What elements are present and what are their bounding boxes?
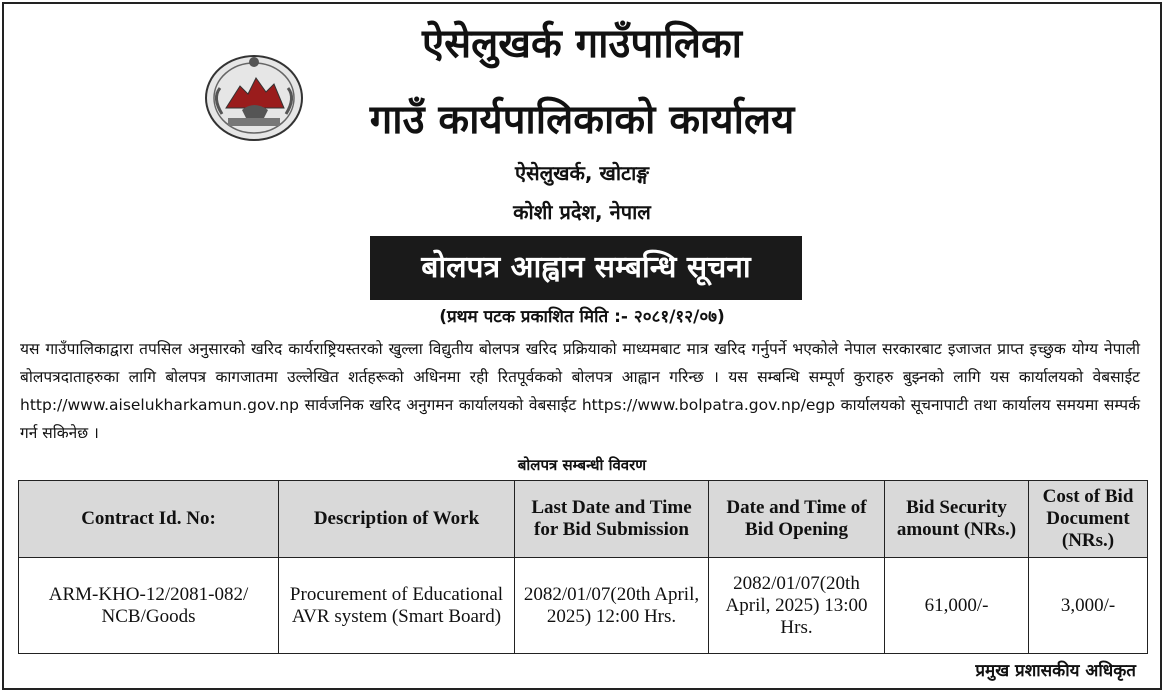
- municipality-title: ऐसेलुखर्क गाउँपालिका: [421, 21, 743, 67]
- cell-description: Procurement of Educational AVR system (Smart Board): [279, 558, 515, 654]
- cell-opening-date: 2082/01/07(20th April, 2025) 13:00 Hrs.: [709, 558, 885, 654]
- notice-page: [2, 2, 1162, 690]
- header-submission-date: Last Date and Time for Bid Submission: [515, 481, 709, 558]
- office-title: गाउँ कार्यपालिकाको कार्यालय: [369, 97, 795, 143]
- header-document-cost: Cost of Bid Document (NRs.): [1029, 481, 1148, 558]
- header-description: Description of Work: [279, 481, 515, 558]
- bid-details-table: [18, 480, 1148, 654]
- publication-date: (प्रथम पटक प्रकाशित मिति :- २०८१/१२/०७): [439, 307, 725, 327]
- header-bid-security: Bid Security amount (NRs.): [885, 481, 1029, 558]
- notice-body-text: यस गाउँपालिकाद्वारा तपसिल अनुसारको खरिद कार्यराष्ट्रियस्तरको खुल्ला विद्युतीय बोलपत्र खरिद प्रक्रियाको माध्यमबाट मात्र खरिद गर्नुपर्ने भएकोले नेपाल सरकारबाट इजाजत प्राप्त इच्छुक योग्य नेपाली बोलपत्रदाताहरुका लागि बोलपत्र कागजातमा उल्लेखित शर्तहरूको अधिनमा रही रितपूर्वकको बोलपत्र आह्वान गरिन्छ । यस सम्बन्धि सम्पूर्ण कुराहरु बुझ्नको लागि यस कार्यालयको वेबसाईट http://www.aiselukharkamun.gov.np सार्वजनिक खरिद अनुगमन कार्यालयको वेबसाईट https://www.bolpatra.gov.np/egp कार्यालयको सूचनापाटी तथा कार्यालय समयमा सम्पर्क गर्न सकिनेछ ।: [20, 340, 1140, 442]
- address-line-1: ऐसेलुखर्क, खोटाङ्ग: [515, 161, 649, 185]
- cell-submission-date: 2082/01/07(20th April, 2025) 12:00 Hrs.: [515, 558, 709, 654]
- cell-contract-id: ARM-KHO-12/2081-082/ NCB/Goods: [19, 558, 279, 654]
- cell-bid-security: 61,000/-: [885, 558, 1029, 654]
- address-line-2: कोशी प्रदेश, नेपाल: [513, 200, 651, 224]
- cell-document-cost: 3,000/-: [1029, 558, 1148, 654]
- table-caption: बोलपत्र सम्बन्धी विवरण: [517, 456, 647, 474]
- header-contract-id: Contract Id. No:: [19, 481, 279, 558]
- header-opening-date: Date and Time of Bid Opening: [709, 481, 885, 558]
- signatory-title: प्रमुख प्रशासकीय अधिकृत: [975, 661, 1136, 681]
- table-header-row: [19, 481, 1148, 558]
- notice-banner-title: बोलपत्र आह्वान सम्बन्धि सूचना: [370, 236, 802, 300]
- table-row: [19, 558, 1148, 654]
